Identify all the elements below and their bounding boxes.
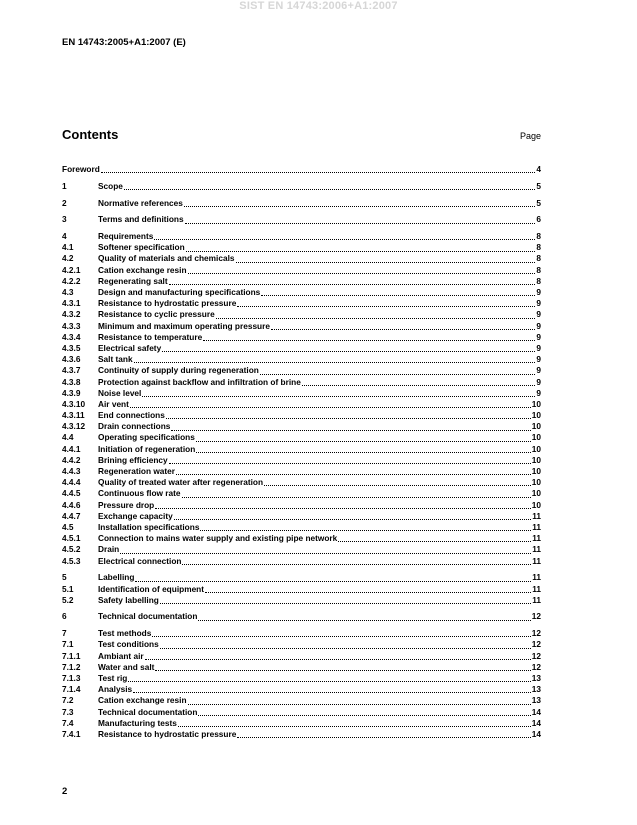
toc-entry-title: Regenerating salt [98,275,168,286]
toc-entry-title: Operating specifications [98,432,195,443]
toc-entry-title: Foreword [62,163,100,174]
toc-entry-page: 11 [532,594,541,605]
toc-entry[interactable] [62,707,541,718]
toc-entry-number: 7.1.1 [62,650,81,661]
toc-entry-title: End connections [98,410,165,421]
toc-entry-number: 7.1.3 [62,673,81,684]
toc-entry-number: 4 [62,231,67,242]
toc-entry-number: 4.2 [62,253,74,264]
toc-entry[interactable] [62,718,541,729]
toc-entry[interactable] [62,466,541,477]
toc-entry-number: 4.3.11 [62,410,85,421]
toc-entry-title: Cation exchange resin [98,695,187,706]
toc-entry[interactable] [62,164,541,175]
toc-entry-page: 12 [531,661,541,672]
toc-dot-leader [101,172,536,173]
toc-entry[interactable] [62,544,541,555]
toc-entry-number: 4.3.4 [62,331,81,342]
toc-dot-leader [186,251,536,252]
toc-entry[interactable] [62,343,541,354]
toc-entry-number: 5.2 [62,594,74,605]
toc-entry-title: Brining efficiency [98,454,168,465]
toc-entry-page: 10 [531,443,541,454]
toc-dot-leader [133,692,531,693]
toc-entry-number: 7 [62,628,67,639]
toc-entry[interactable] [62,651,541,662]
toc-dot-leader [155,508,531,509]
toc-entry[interactable] [62,444,541,455]
toc-entry-number: 4.3.12 [62,421,86,432]
toc-entry[interactable] [62,298,541,309]
toc-dot-leader [152,636,530,637]
toc-dot-leader [160,603,531,604]
toc-dot-leader [198,715,530,716]
toc-dot-leader [236,262,536,263]
toc-entry-page: 5 [536,197,541,208]
toc-entry-number: 3 [62,214,67,225]
toc-entry-page: 14 [531,706,541,717]
toc-entry[interactable] [62,477,541,488]
toc-entry-page: 10 [531,398,541,409]
toc-entry-title: Continuity of supply during regeneration [98,365,259,376]
toc-entry[interactable] [62,321,541,332]
toc-entry-number: 4.3.8 [62,376,81,387]
toc-entry[interactable] [62,729,541,740]
toc-entry-page: 6 [536,214,541,225]
toc-entry-title: Labelling [98,572,135,583]
toc-entry[interactable] [62,522,541,533]
toc-entry-page: 11 [532,555,541,566]
toc-entry-number: 5 [62,572,67,583]
toc-entry-title: Requirements [98,231,154,242]
toc-entry[interactable] [62,214,541,225]
toc-entry[interactable] [62,628,541,639]
toc-entry-title: Resistance to temperature [98,331,203,342]
toc-entry-number: 7.4 [62,717,74,728]
toc-entry-title: Minimum and maximum operating pressure [98,320,270,331]
toc-entry-title: Noise level [98,387,142,398]
toc-entry-page: 8 [536,231,541,242]
toc-dot-leader [128,681,530,682]
toc-entry[interactable] [62,309,541,320]
toc-entry-page: 9 [536,354,541,365]
toc-entry-title: Quality of materials and chemicals [98,253,235,264]
toc-entry-number: 7.2 [62,695,74,706]
toc-entry[interactable] [62,354,541,365]
toc-dot-leader [237,737,530,738]
toc-dot-leader [120,553,531,554]
toc-entry-page: 9 [536,309,541,320]
toc-dot-leader [160,648,531,649]
toc-entry[interactable] [62,399,541,410]
toc-entry-number: 4.2.1 [62,264,81,275]
toc-entry-number: 4.4.6 [62,499,81,510]
page-column-label: Page [519,131,541,141]
toc-entry[interactable] [62,455,541,466]
toc-entry-number: 7.4.1 [62,728,81,739]
toc-entry-page: 8 [536,264,541,275]
toc-dot-leader [169,284,536,285]
toc-entry-page: 10 [531,477,541,488]
toc-dot-leader [185,223,536,224]
toc-entry-number: 4.2.2 [62,275,81,286]
toc-entry[interactable] [62,388,541,399]
toc-entry-page: 9 [536,320,541,331]
toc-entry-number: 5.1 [62,583,74,594]
toc-entry-title: Test rig [98,673,128,684]
toc-entry-number: 4.3.6 [62,354,81,365]
toc-entry[interactable] [62,612,541,623]
toc-entry-page: 8 [536,253,541,264]
toc-entry-page: 13 [531,684,541,695]
toc-entry-title: Normative references [98,197,183,208]
toc-entry-number: 4.1 [62,242,74,253]
toc-entry-number: 4.3 [62,287,74,298]
toc-entry-page: 9 [536,342,541,353]
toc-entry-page: 8 [536,242,541,253]
toc-entry-page: 8 [536,275,541,286]
toc-entry-page: 9 [536,298,541,309]
toc-entry[interactable] [62,198,541,209]
toc-entry-title: Technical documentation [98,611,198,622]
toc-entry-page: 9 [536,331,541,342]
toc-entry[interactable] [62,377,541,388]
toc-entry-title: Cation exchange resin [98,264,187,275]
toc-entry-number: 4.4.1 [62,443,81,454]
toc-entry-page: 12 [531,628,541,639]
toc-entry-title: Analysis [98,684,133,695]
toc-entry-title: Quality of treated water after regeneration [98,477,264,488]
toc-entry-number: 1 [62,180,67,191]
table-of-contents [62,164,541,740]
toc-entry-page: 5 [536,180,541,191]
toc-entry-title: Salt tank [98,354,133,365]
toc-dot-leader [182,564,531,565]
toc-entry-page: 10 [531,499,541,510]
toc-dot-leader [124,189,535,190]
toc-entry-page: 10 [531,488,541,499]
toc-entry-number: 4.3.7 [62,365,81,376]
toc-entry[interactable] [62,662,541,673]
toc-entry-title: Protection against backflow and infiltration of brine [98,376,301,387]
toc-entry-page: 10 [531,454,541,465]
toc-entry-page: 12 [531,639,541,650]
toc-dot-leader [216,318,536,319]
toc-dot-leader [264,485,531,486]
watermark: SIST EN 14743:2006+A1:2007 [239,0,398,12]
toc-entry-number: 4.3.5 [62,342,81,353]
toc-dot-leader [166,418,531,419]
toc-entry-number: 4.3.2 [62,309,81,320]
toc-entry[interactable] [62,572,541,583]
toc-dot-leader [134,362,536,363]
toc-entry[interactable] [62,639,541,650]
toc-entry-page: 9 [536,376,541,387]
toc-dot-leader [145,659,531,660]
toc-entry[interactable] [62,433,541,444]
toc-entry-title: Connection to mains water supply and existing pipe network [98,533,338,544]
toc-entry-page: 4 [536,163,541,174]
toc-entry-number: 4.3.3 [62,320,81,331]
toc-entry-number: 4.3.9 [62,387,81,398]
toc-entry-number: 7.1 [62,639,74,650]
toc-entry[interactable] [62,181,541,192]
toc-entry-title: Design and manufacturing specifications [98,287,261,298]
toc-dot-leader [169,463,531,464]
toc-dot-leader [154,239,535,240]
toc-entry-title: Softener specification [98,242,185,253]
toc-dot-leader [171,430,530,431]
toc-entry-page: 12 [531,650,541,661]
toc-entry-title: Safety labelling [98,594,159,605]
toc-entry[interactable] [62,287,541,298]
toc-entry-page: 10 [531,421,541,432]
toc-entry-number: 4.5.1 [62,533,81,544]
toc-dot-leader [205,592,531,593]
toc-entry-title: Continuous flow rate [98,488,181,499]
toc-entry-page: 9 [536,387,541,398]
toc-dot-leader [142,396,535,397]
toc-dot-leader [188,704,531,705]
document-id: EN 14743:2005+A1:2007 (E) [62,37,186,48]
toc-entry-page: 12 [531,611,541,622]
toc-entry-number: 4.4.3 [62,466,81,477]
toc-entry-title: Ambiant air [98,650,144,661]
toc-dot-leader [237,306,535,307]
toc-dot-leader [135,581,531,582]
toc-entry-title: Technical documentation [98,706,198,717]
toc-entry-page: 11 [532,583,541,594]
toc-entry-title: Scope [98,180,123,191]
toc-entry-number: 6 [62,611,67,622]
toc-entry[interactable] [62,595,541,606]
toc-entry-number: 2 [62,197,67,208]
toc-entry-page: 9 [536,287,541,298]
toc-entry[interactable] [62,684,541,695]
toc-entry[interactable] [62,533,541,544]
toc-dot-leader [302,385,536,386]
toc-entry[interactable] [62,365,541,376]
toc-dot-leader [182,497,531,498]
toc-dot-leader [196,452,531,453]
toc-dot-leader [261,295,535,296]
toc-entry[interactable] [62,695,541,706]
toc-dot-leader [203,340,535,341]
toc-dot-leader [184,206,536,207]
toc-dot-leader [178,726,531,727]
toc-entry[interactable] [62,584,541,595]
toc-entry-number: 4.4.7 [62,510,81,521]
toc-entry-page: 11 [532,521,541,532]
toc-entry-number: 4.3.10 [62,398,86,409]
toc-entry[interactable] [62,488,541,499]
toc-entry-title: Drain connections [98,421,171,432]
toc-entry[interactable] [62,500,541,511]
toc-entry-page: 10 [531,466,541,477]
toc-entry[interactable] [62,673,541,684]
toc-dot-leader [174,519,532,520]
toc-entry-page: 11 [532,533,541,544]
toc-entry-page: 9 [536,365,541,376]
toc-entry[interactable] [62,265,541,276]
toc-entry-page: 11 [532,544,541,555]
toc-entry-page: 11 [532,572,541,583]
toc-entry-title: Terms and definitions [98,214,184,225]
toc-dot-leader [176,474,531,475]
toc-entry-title: Air vent [98,398,129,409]
toc-entry-page: 14 [531,717,541,728]
toc-dot-leader [198,620,530,621]
page-number: 2 [62,786,68,797]
toc-entry[interactable] [62,276,541,287]
toc-dot-leader [271,329,535,330]
toc-entry[interactable] [62,410,541,421]
toc-entry-page: 10 [531,432,541,443]
toc-entry-page: 13 [531,695,541,706]
toc-entry-number: 4.5.3 [62,555,81,566]
toc-entry-title: Manufacturing tests [98,717,177,728]
toc-entry-title: Resistance to hydrostatic pressure [98,728,237,739]
contents-title: Contents [62,127,119,142]
toc-entry[interactable] [62,511,541,522]
toc-entry[interactable] [62,231,541,242]
toc-entry-number: 7.3 [62,706,74,717]
toc-entry-number: 4.5.2 [62,544,81,555]
toc-entry[interactable] [62,332,541,343]
toc-entry-title: Drain [98,544,120,555]
toc-dot-leader [188,273,536,274]
toc-dot-leader [260,374,536,375]
toc-entry-title: Water and salt [98,661,155,672]
toc-entry-page: 13 [531,673,541,684]
toc-entry[interactable] [62,556,541,567]
toc-entry-number: 7.1.2 [62,661,81,672]
toc-entry-title: Resistance to cyclic pressure [98,309,215,320]
toc-entry-number: 4.4.2 [62,454,81,465]
toc-entry[interactable] [62,242,541,253]
toc-entry-title: Pressure drop [98,499,155,510]
toc-entry-number: 7.1.4 [62,684,81,695]
toc-entry-number: 4.4.5 [62,488,81,499]
toc-entry-title: Test methods [98,628,152,639]
toc-entry-title: Initiation of regeneration [98,443,196,454]
toc-dot-leader [196,441,531,442]
toc-entry-title: Electrical safety [98,342,162,353]
toc-entry-page: 10 [531,410,541,421]
toc-entry-number: 4.4 [62,432,74,443]
toc-entry-number: 4.3.1 [62,298,81,309]
toc-entry-title: Exchange capacity [98,510,173,521]
toc-dot-leader [338,541,531,542]
toc-dot-leader [200,530,531,531]
toc-entry-number: 4.4.4 [62,477,81,488]
toc-entry-number: 4.5 [62,521,74,532]
toc-dot-leader [130,407,531,408]
toc-entry-title: Electrical connection [98,555,182,566]
toc-entry-page: 11 [532,510,541,521]
toc-entry-title: Identification of equipment [98,583,205,594]
toc-entry-title: Resistance to hydrostatic pressure [98,298,237,309]
toc-entry-title: Test conditions [98,639,159,650]
toc-entry-title: Regeneration water [98,466,175,477]
toc-dot-leader [162,351,535,352]
toc-entry[interactable] [62,421,541,432]
toc-entry[interactable] [62,254,541,265]
toc-dot-leader [155,670,530,671]
toc-entry-page: 14 [531,728,541,739]
toc-entry-title: Installation specifications [98,521,200,532]
